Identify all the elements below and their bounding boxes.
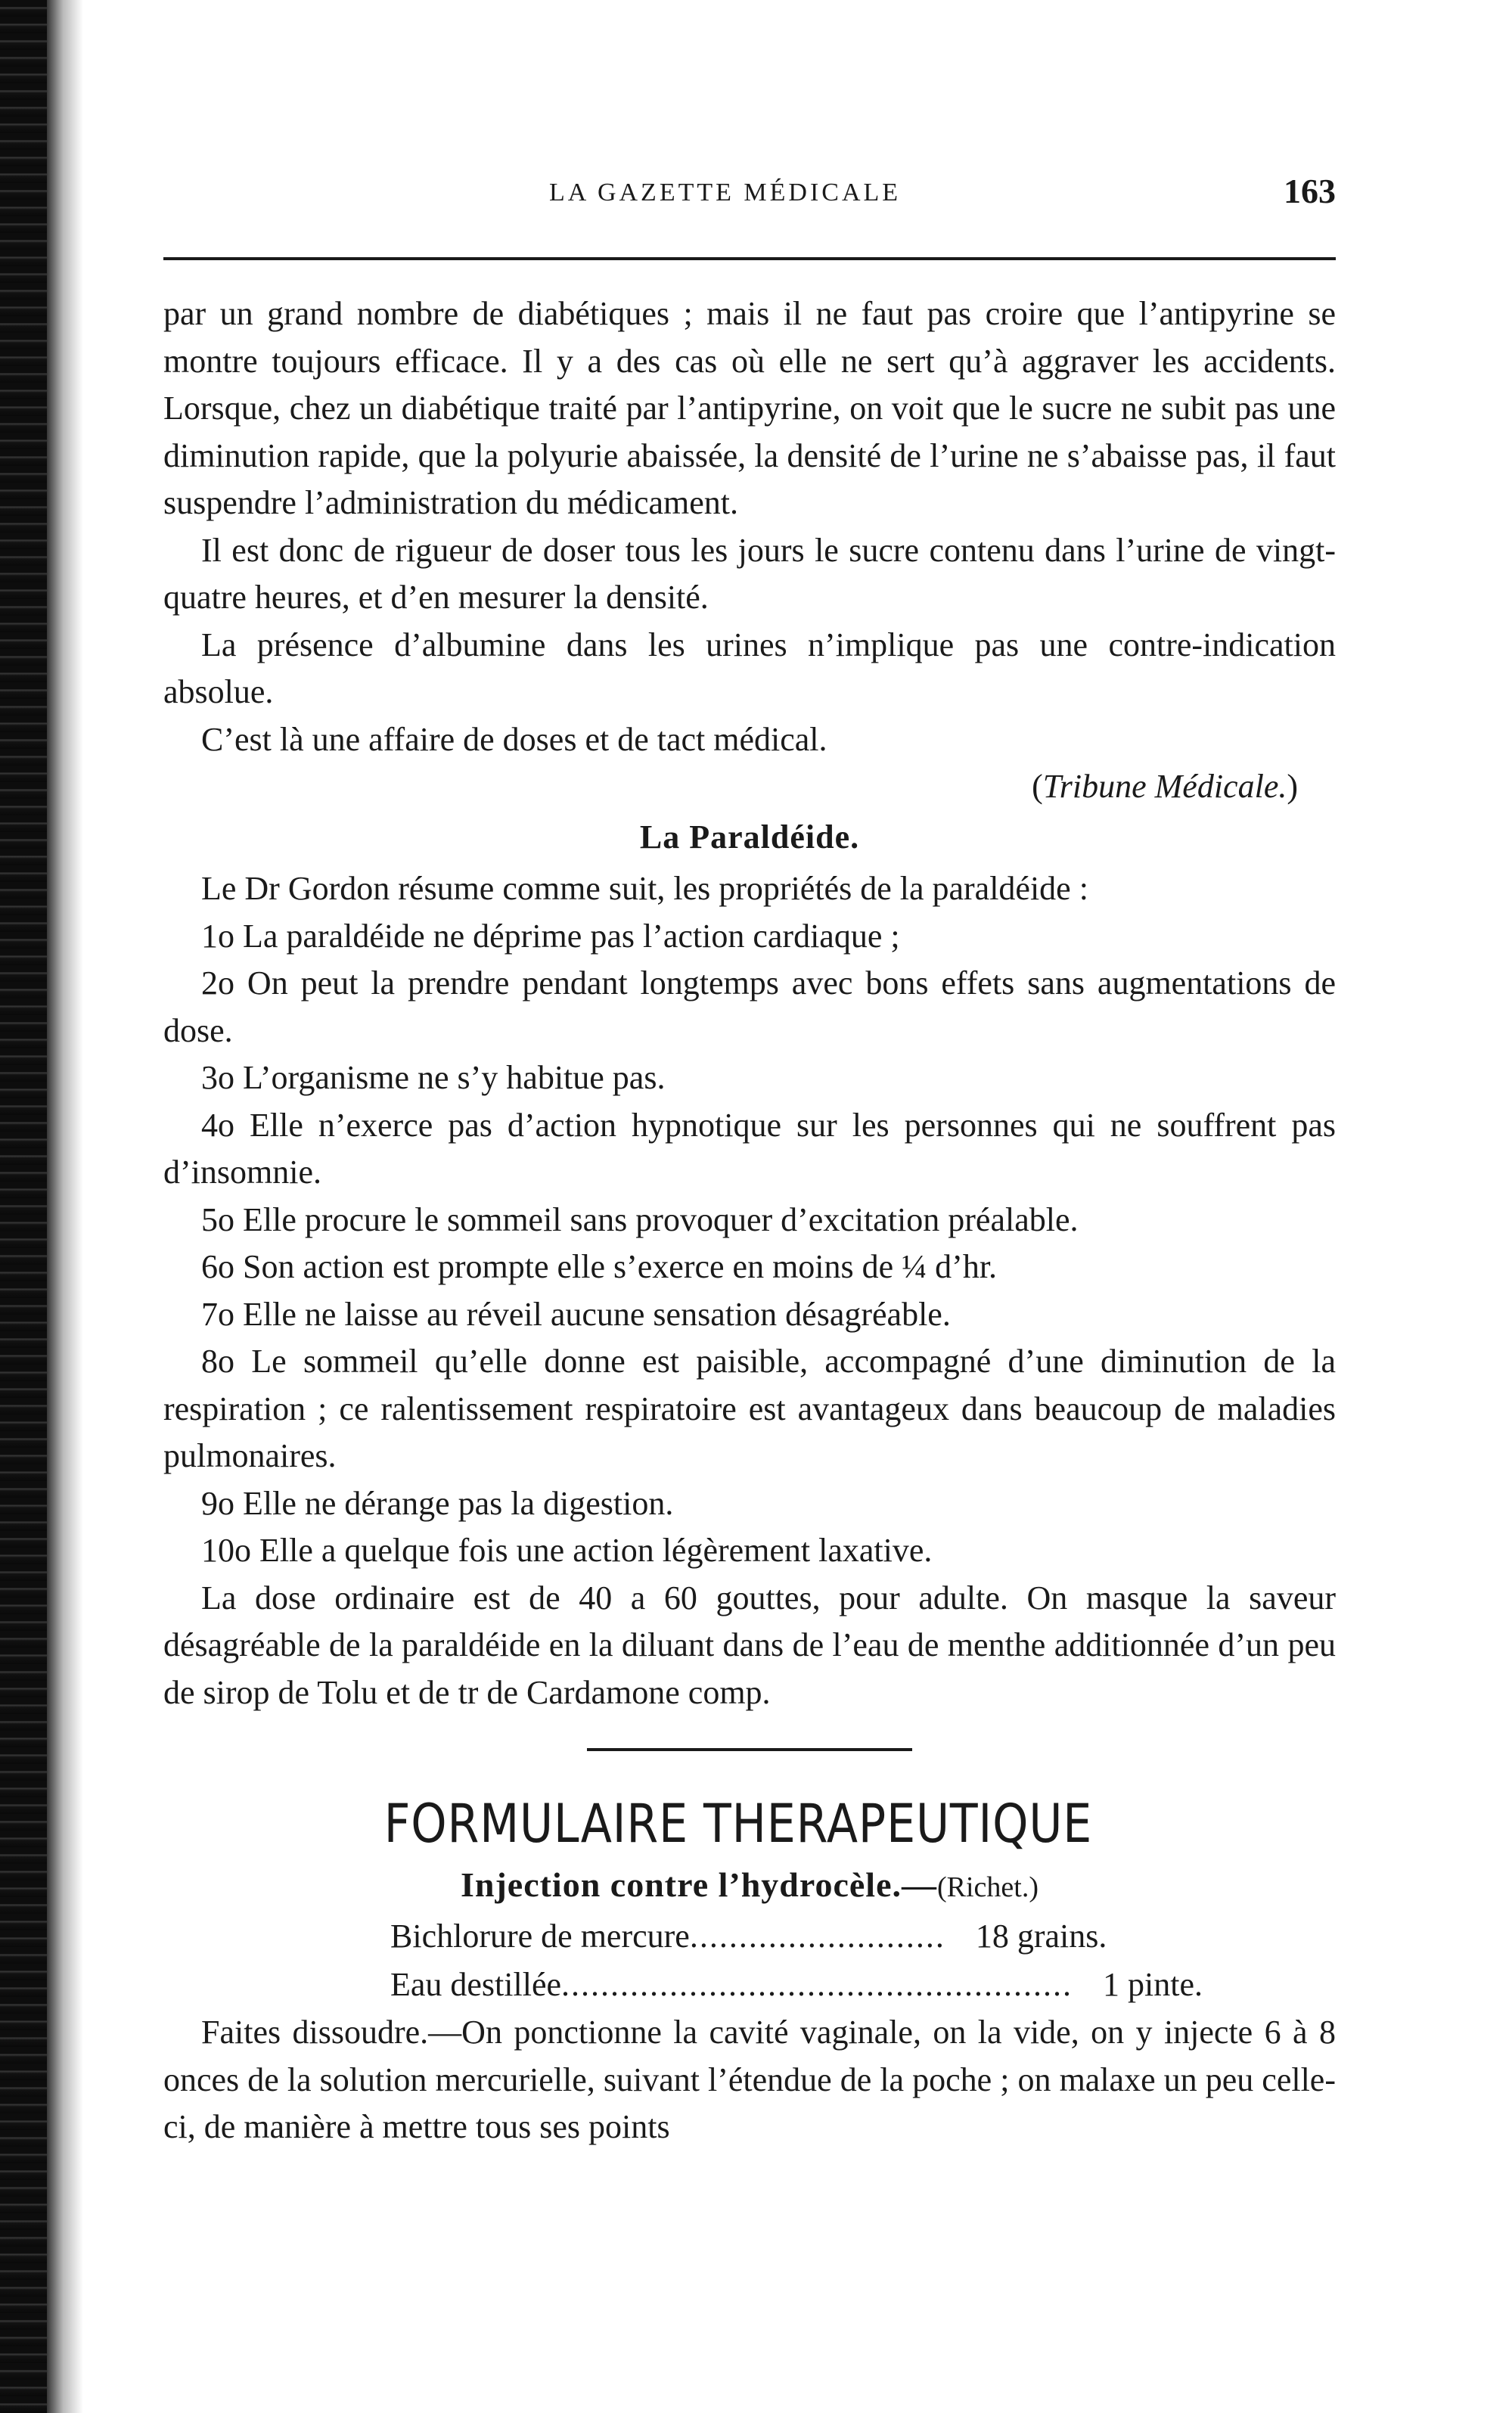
instructions-paragraph: Faites dissoudre.—On ponctionne la cavité vaginale, on la vide, on y injecte 6 à 8 onces de la solution mercurielle, suivant l’étendue de la poche ; on malaxe un peu celle-ci, de manière à mettre tous ses points [163,2014,1336,2145]
source-citation: (Tribune Médicale.) [1032,768,1298,805]
paragraph: Il est donc de rigueur de doser tous les jours le sucre contenu dans l’urine de vingt-quatre heures, et d’en mesurer la densité. [163,531,1336,616]
leader-dots: .................................................... [561,1966,1073,2003]
list-item: 8o Le sommeil qu’elle donne est paisible, accompagné d’une diminution de la respiration ; ce ralentissement respiratoire est avantageux dans beaucoup de maladies pulmonaires. [163,1343,1336,1474]
ingredient-row [390,1961,1203,2009]
ingredient-row [390,1912,1109,1961]
paragraph: La dose ordinaire est de 40 a 60 gouttes, pour adulte. On masque la saveur désagréable de la paraldéide en la diluant dans de l’eau de menthe additionnée d’un peu de sirop de Tolu et de tr de Cardamone comp. [163,1579,1336,1711]
page-number: 163 [1284,172,1336,210]
list-item: 6o Son action est prompte elle s’exerce en moins de ¼ d’hr. [201,1248,998,1285]
paragraph: par un grand nombre de diabétiques ; mais il ne faut pas croire que l’antipyrine se montre toujours efficace. Il y a des cas où elle ne sert qu’à aggraver les accidents. Lorsque, chez un diabétique traité par l’antipyrine, on voit que le sucre ne subit pas une diminution rapide, que la polyurie abaissée, la densité de l’urine ne s’abaisse pas, il faut suspendre l’administration du médicament. [163,295,1336,521]
page-header [163,172,1336,221]
recipe-author: (Richet.) [937,1871,1039,1903]
list-item: 1o La paraldéide ne déprime pas l’action cardiaque ; [201,917,900,955]
list-item: 2o On peut la prendre pendant longtemps avec bons effets sans augmentations de dose. [163,964,1336,1049]
recipe-name: Injection contre l’hydrocèle.— [460,1865,937,1904]
ingredient-list [390,1912,1203,2009]
list-item: 7o Elle ne laisse au réveil aucune sensation désagréable. [201,1295,951,1333]
list-item: 4o Elle n’exerce pas d’action hypnotique sur les personnes qui ne souffrent pas d’insomnie. [163,1106,1336,1191]
ingredient-name: Eau destillée [390,1966,562,2003]
header-rule [163,257,1336,260]
source-name: Tribune Médicale. [1042,768,1287,805]
list-intro: Le Dr Gordon résume comme suit, les propriétés de la paraldéide : [201,870,1088,907]
book-binding-edge [0,0,47,2413]
ingredient-name: Bichlorure de mercure [390,1918,690,1955]
recipe-title [163,1860,1336,1912]
section-title: La Paraldéide. [639,818,860,856]
running-title: LA GAZETTE MÉDICALE [549,179,902,207]
list-item: 3o L’organisme ne s’y habitue pas. [201,1059,666,1096]
paragraph: C’est là une affaire de doses et de tact médical. [201,720,827,758]
ingredient-quantity: 18 grains. [975,1918,1107,1955]
list-item: 5o Elle procure le sommeil sans provoquer d’excitation préalable. [201,1200,1079,1238]
ingredient-quantity: 1 pinte. [1103,1966,1203,2003]
leader-dots: .......................... [689,1918,945,1955]
page-body [163,290,1336,2151]
paragraph: La présence d’albumine dans les urines n’implique pas une contre-indication absolue. [163,626,1336,710]
binding-shadow [47,0,83,2413]
formulaire-title: FORMULAIRE THERAPEUTIQUE [383,1793,1093,1855]
list-item: 10o Elle a quelque fois une action légèrement laxative. [201,1532,933,1569]
list-item: 9o Elle ne dérange pas la digestion. [201,1484,674,1522]
section-divider [587,1748,912,1751]
